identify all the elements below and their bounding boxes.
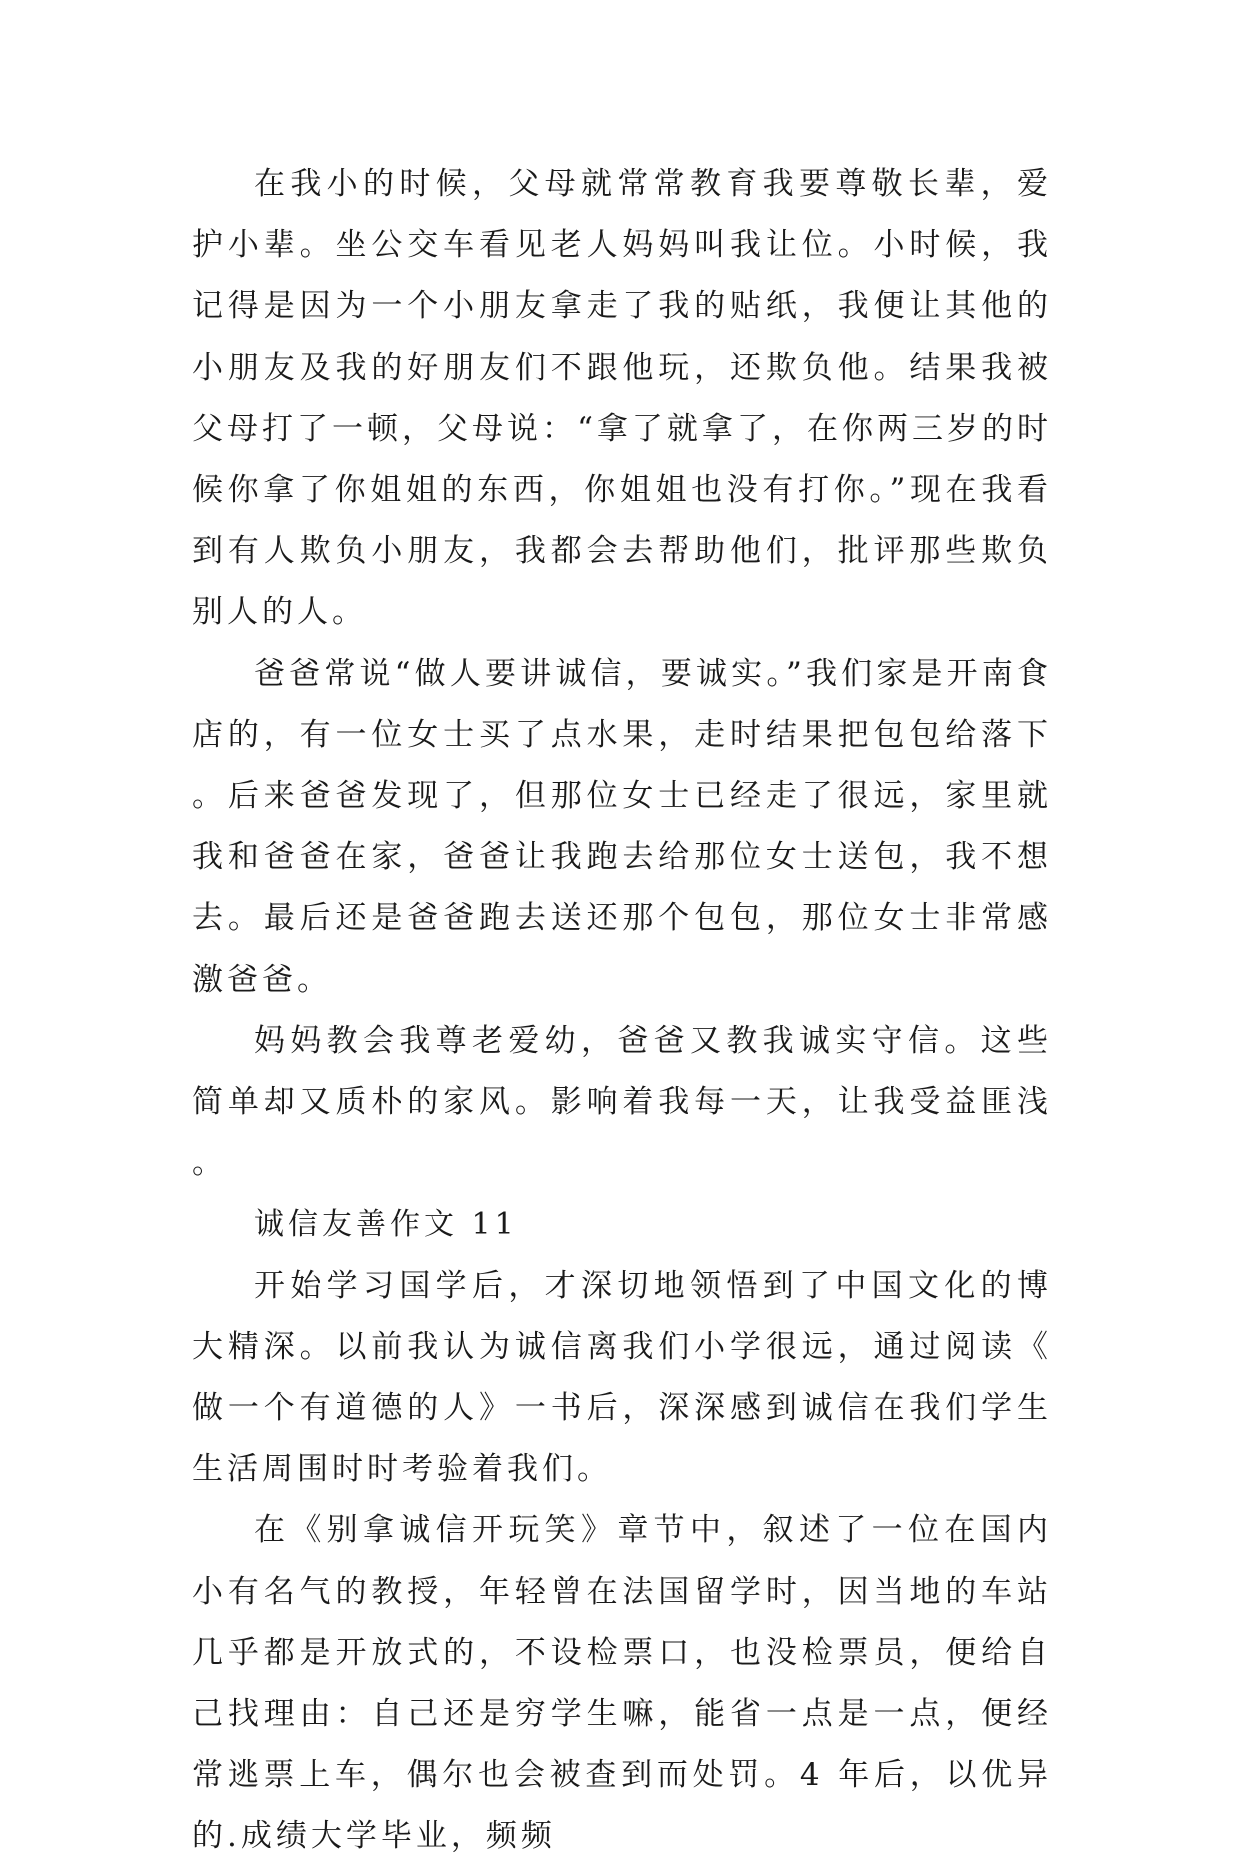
- paragraph: 妈妈教会我尊老爱幼，爸爸又教我诚实守信。这些简单却又质朴的家风。影响着我每一天，让我受益匪浅。: [192, 1022, 1052, 1182]
- paragraph: 在我小的时候，父母就常常教育我要尊敬长辈，爱护小辈。坐公交车看见老人妈妈叫我让位。小时候，我记得是因为一个小朋友拿走了我的贴纸，我便让其他的小朋友及我的好朋友们不跟他玩，还欺负他。结果我被父母打了一顿，父母说：“拿了就拿了，在你两三岁的时候你拿了你姐姐的东西，你姐姐也没有打你。”现在我看到有人欺负小朋友，我都会去帮助他们，批评那些欺负别人的人。: [192, 166, 1052, 631]
- paragraph: 开始学习国学后，才深切地领悟到了中国文化的博大精深。以前我认为诚信离我们小学很远，通过阅读《做一个有道德的人》一书后，深深感到诚信在我们学生生活周围时时考验着我们。: [192, 1267, 1052, 1488]
- paragraph: 爸爸常说“做人要讲诚信，要诚实。”我们家是开南食店的，有一位女士买了点水果，走时结果把包包给落下。后来爸爸发现了，但那位女士已经走了很远，家里就我和爸爸在家，爸爸让我跑去给那位女士送包，我不想去。最后还是爸爸跑去送还那个包包，那位女士非常感激爸爸。: [192, 655, 1052, 998]
- document-body: [192, 154, 1052, 1868]
- paragraph: 在《别拿诚信开玩笑》章节中，叙述了一位在国内小有名气的教授，年轻曾在法国留学时，因当地的车站几乎都是开放式的，不设检票口，也没检票员，便给自己找理由：自己还是穷学生嘛，能省一点是一点，便经常逃票上车，偶尔也会被查到而处罚。4 年后，以优异的.成绩大学毕业，频频: [192, 1512, 1052, 1855]
- section-heading: 诚信友善作文 11: [254, 1207, 518, 1243]
